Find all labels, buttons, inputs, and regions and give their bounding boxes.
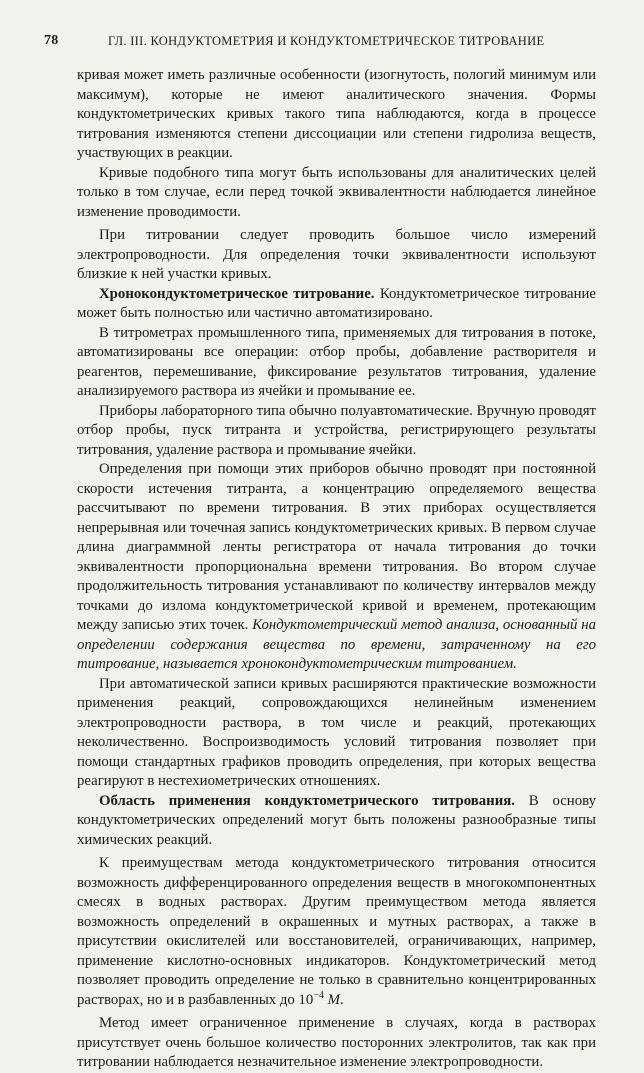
paragraph-2: Кривые подобного типа могут быть использованы для аналитических целей только в том случае, если перед точкой эквивалентности наблюдается линейное изменение проводимости. — [77, 164, 596, 220]
page-header — [44, 33, 604, 53]
running-title: ГЛ. III. КОНДУКТОМЕТРИЯ И КОНДУКТОМЕТРИЧЕСКОЕ ТИТРОВАНИЕ — [108, 34, 545, 48]
page-number: 78 — [44, 33, 59, 48]
section-heading: Хронокондуктометрическое титрование. — [99, 285, 375, 302]
body-text — [77, 66, 596, 1073]
paragraph-10: К преимуществам метода кондуктометрического титрования относится возможность дифференцированного определения веществ в многокомпонентных смесях в водных растворах. Другим преимуществом метода является возможность определений в окрашенных и мутных растворах, а также в присутствии окислителей или восстановителей, ограничивающих, например, применение кислотно-основных индикаторов. Кондуктометрический метод позволяет проводить определение не только в сравнительно концентрированных растворах, но и в разбавленных до $10^{-4}$ M. — [77, 855, 596, 1008]
section-chronoconductometric: Хронокондуктометрическое титрование. Кондуктометрическое титрование может быть полностью или частично автоматизировано. — [77, 285, 596, 321]
section-heading: Область применения кондуктометрического титрования. — [99, 792, 515, 809]
paragraph-6: Приборы лабораторного типа обычно полуавтоматические. Вручную проводят отбор пробы, пуск титранта и устройства, регистрирующего результаты титрования, удаление раствора и промывание ячейки. — [77, 402, 597, 458]
section-application-area: Область применения кондуктометрического титрования. В основу кондуктометрических определений могут быть положены разнообразные типы химических реакций. — [77, 792, 596, 848]
paragraph-11: Метод имеет ограниченное применение в случаях, когда в растворах присутствует очень большое количество посторонних электролитов, так как при титровании наблюдается незначительное изменение электропроводности. — [77, 1015, 596, 1070]
definition-italic: Кондуктометрический метод анализа, основанный на определении содержания вещества по времени, затраченному на его титрование, называется хронокондуктометрическим титрованием. — [77, 617, 597, 672]
paragraph-7: Определения при помощи этих приборов обычно проводят при постоянной скорости истечения титранта, а концентрацию определяемого вещества рассчитывают по времени титрования. В этих приборах осуществляется непрерывная или точечная запись кондуктометрических кривых. В первом случае длина диаграммной ленты регистратора от начала титрования до точки эквивалентности пропорциональна времени титрования. Во втором случае продолжительность титрования устанавливают по количеству интервалов между точками до излома кондуктометрической кривой и временем, протекающим между записью этих точек. Кондуктометрический метод анализа, основанный на определении содержания вещества по времени, затраченному на его титрование, называется хронокондуктометрическим титрованием. — [77, 461, 597, 672]
paragraph-3: При титровании следует проводить большое число измерений электропроводности. Для определения точки эквивалентности используют близкие к ней участки кривых. — [77, 227, 596, 282]
paragraph-8: При автоматической записи кривых расширяются практические возможности применения реакций, сопровождающихся нелинейным изменением электропроводности раствора, в том числе и реакций, протекающих неколичественно. Воспроизводимость условий титрования позволяет при помощи стандартных графиков проводить определения, при которых вещества реагируют в нестехиометрических отношениях. — [77, 675, 596, 789]
paragraph-1: кривая может иметь различные особенности (изогнутость, пологий минимум или максимум), которые не имеют аналитического значения. Формы кондуктометрических кривых такого типа наблюдаются, когда в процессе титрования изменяются степени диссоциации или степени гидролиза веществ, участвующих в реакции. — [77, 67, 596, 161]
paragraph-5: В титрометрах промышленного типа, применяемых для титрования в потоке, автоматизированы все операции: отбор пробы, добавление растворителя и реагентов, перемешивание, фиксирование результатов титрования, удаление анализируемого раствора из ячейки и промывание ее. — [77, 324, 596, 399]
concentration-formula: $10^{-4}$ M. — [298, 989, 344, 1008]
